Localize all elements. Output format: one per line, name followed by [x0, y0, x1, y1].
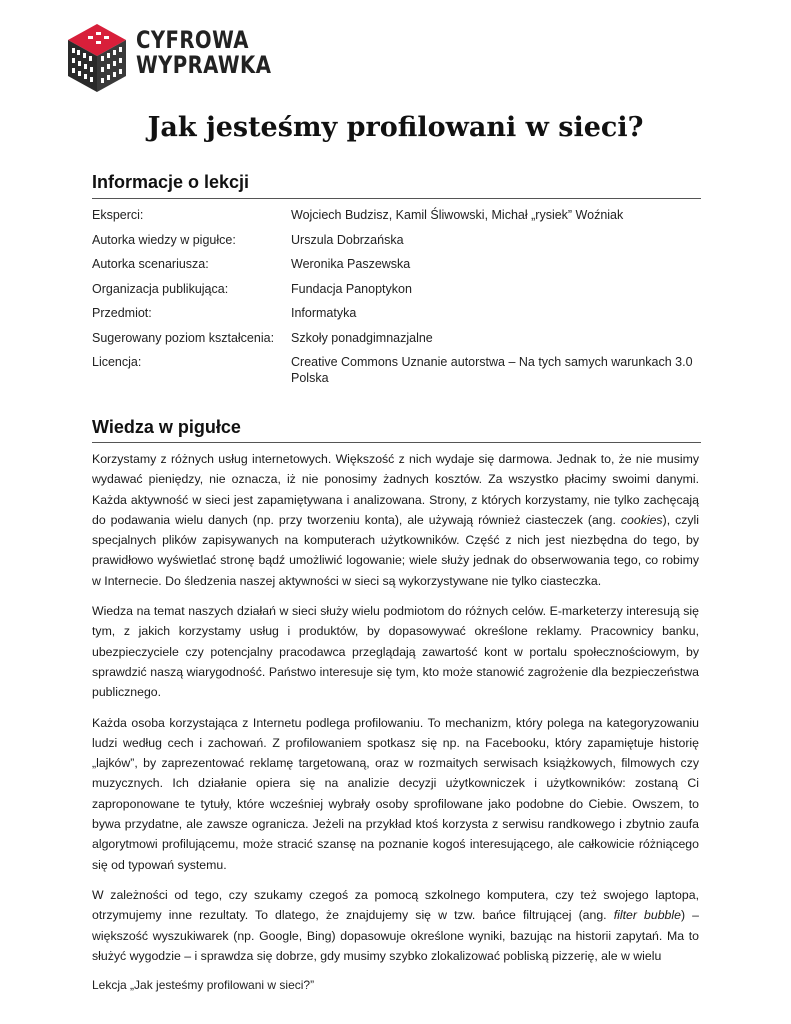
info-value: Weronika Paszewska	[291, 257, 411, 271]
info-row	[92, 354, 701, 386]
filter-bubble-term: filter bubble	[613, 908, 681, 923]
paragraph-4-part-a: W zależności od tego, czy szukamy czegoś za pomocą szkolnego komputera, czy też swojego laptopa, otrzymujemy inne rezultaty. To dlatego, że znajdujemy się w tzw. bańce filtrującej (ang.	[92, 887, 699, 923]
wiedza-divider	[92, 442, 701, 443]
paragraph-1-part-a: Korzystamy z różnych usług internetowych. Większość z nich wydaje się darmowa. Jednak to, że nie musimy wydawać pieniędzy, nie oznacza, iż nie ponosimy żadnych kosztów. Za wszystko płacimy swoimi danymi. Każda aktywność w sieci jest zapamiętywana i analizowana. Strony, z których korzystamy, nie tylko zachęcają do podawania wielu danych (np. przy tworzeniu konta), ale używają również ciasteczek (ang.	[92, 452, 699, 527]
logo-line-2: WYPRAWKA	[136, 51, 272, 79]
info-label: Organizacja publikująca:	[92, 281, 229, 296]
info-row	[92, 330, 701, 346]
paragraph-4-part-b: ) – większość wyszukiwarek (np. Google, Bing) dopasowuje określone wyniki, bazując na historii zapytań. Ma to służyć wygodzie – i sprawdza się dobrze, gdy musimy szybko zlokalizować pobliską pizzerię, ale w wielu	[92, 908, 699, 963]
info-divider	[92, 198, 701, 199]
body-text	[92, 449, 699, 976]
info-label: Autorka wiedzy w pigułce:	[92, 232, 236, 247]
info-label: Przedmiot:	[92, 306, 152, 320]
logo	[66, 22, 272, 96]
info-label: Autorka scenariusza:	[92, 257, 209, 271]
info-row	[92, 232, 701, 248]
paragraph-4	[92, 885, 699, 966]
logo-wordmark	[136, 28, 271, 78]
info-value: Szkoły ponadgimnazjalne	[291, 330, 433, 345]
info-table	[92, 207, 701, 395]
info-label: Eksperci:	[92, 208, 144, 222]
wiedza-heading: Wiedza w pigułce	[92, 417, 241, 437]
info-row	[92, 256, 701, 272]
info-value: Creative Commons Uznanie autorstwa – Na tych samych warunkach 3.0 Polska	[291, 355, 693, 385]
info-value: Informatyka	[291, 306, 357, 320]
info-label: Sugerowany poziom kształcenia:	[92, 330, 275, 345]
info-heading: Informacje o lekcji	[92, 172, 250, 192]
paragraph-3: Każda osoba korzystająca z Internetu podlega profilowaniu. To mechanizm, który polega na kategoryzowaniu ludzi według cech i zachowań. Z profilowaniem spotkasz się np. na Facebooku, który zapamiętuje historię „lajków”, by zaprezentować reklamę targetowaną, oraz w rozmaitych serwisach książkowych, filmowych czy muzycznych. Ich działanie opiera się na analizie decyzji użytkowniczek i użytkowników: zostaną Ci zaproponowane te tytuły, które wcześniej wybrały osoby sprofilowane jako podobne do Ciebie. Owszem, to bywa przydatne, ale zawsze ogranicza. Jeżeli na przykład ktoś korzysta z serwisu randkowego i zbytnio zaufa algorytmowi profilującemu, może stracić szansę na poznanie kogoś interesującego, ale całkowicie różniącego się od typowań systemu.	[92, 715, 699, 872]
info-row	[92, 207, 701, 223]
page-footer: Lekcja „Jak jesteśmy profilowani w sieci?”	[92, 978, 315, 992]
info-value: Wojciech Budzisz, Kamil Śliwowski, Michał „rysiek” Woźniak	[291, 208, 624, 222]
paragraph-1	[92, 449, 699, 591]
paragraph-1-part-b: ), czyli specjalnych plików zapisywanych na komputerach użytkowników. Część z nich jest niezbędna do tego, by prawidłowo wyświetlać stronę bądź umożliwić logowanie; wiele służy jednak do obserwowania tego, co robimy w Internecie. Do śledzenia naszej aktywności w sieci są wykorzystywane nie tylko ciasteczka.	[92, 512, 699, 588]
cookies-term: cookies	[620, 512, 663, 527]
paragraph-2: Wiedza na temat naszych działań w sieci służy wielu podmiotom do różnych celów. E-marketerzy interesują się tym, z jakich korzystamy usług i produktów, by dopasowywać określone reklamy. Pracownicy banku, ubezpieczyciele czy potencjalny pracodawca przeglądają zawartość kont w portalu społecznościowym, by sprawdzić naszą wiarygodność. Państwo interesuje się tym, kto może stanowić zagrożenie dla bezpieczeństwa publicznego.	[92, 604, 699, 700]
info-label: Licencja:	[92, 355, 142, 369]
info-row	[92, 281, 701, 297]
info-row	[92, 305, 701, 321]
info-value: Urszula Dobrzańska	[291, 232, 404, 247]
page-title: Jak jesteśmy profilowani w sieci?	[147, 112, 644, 143]
logo-line-1: CYFROWA	[136, 26, 249, 54]
info-value: Fundacja Panoptykon	[291, 281, 412, 296]
logo-cube-icon	[66, 22, 128, 94]
